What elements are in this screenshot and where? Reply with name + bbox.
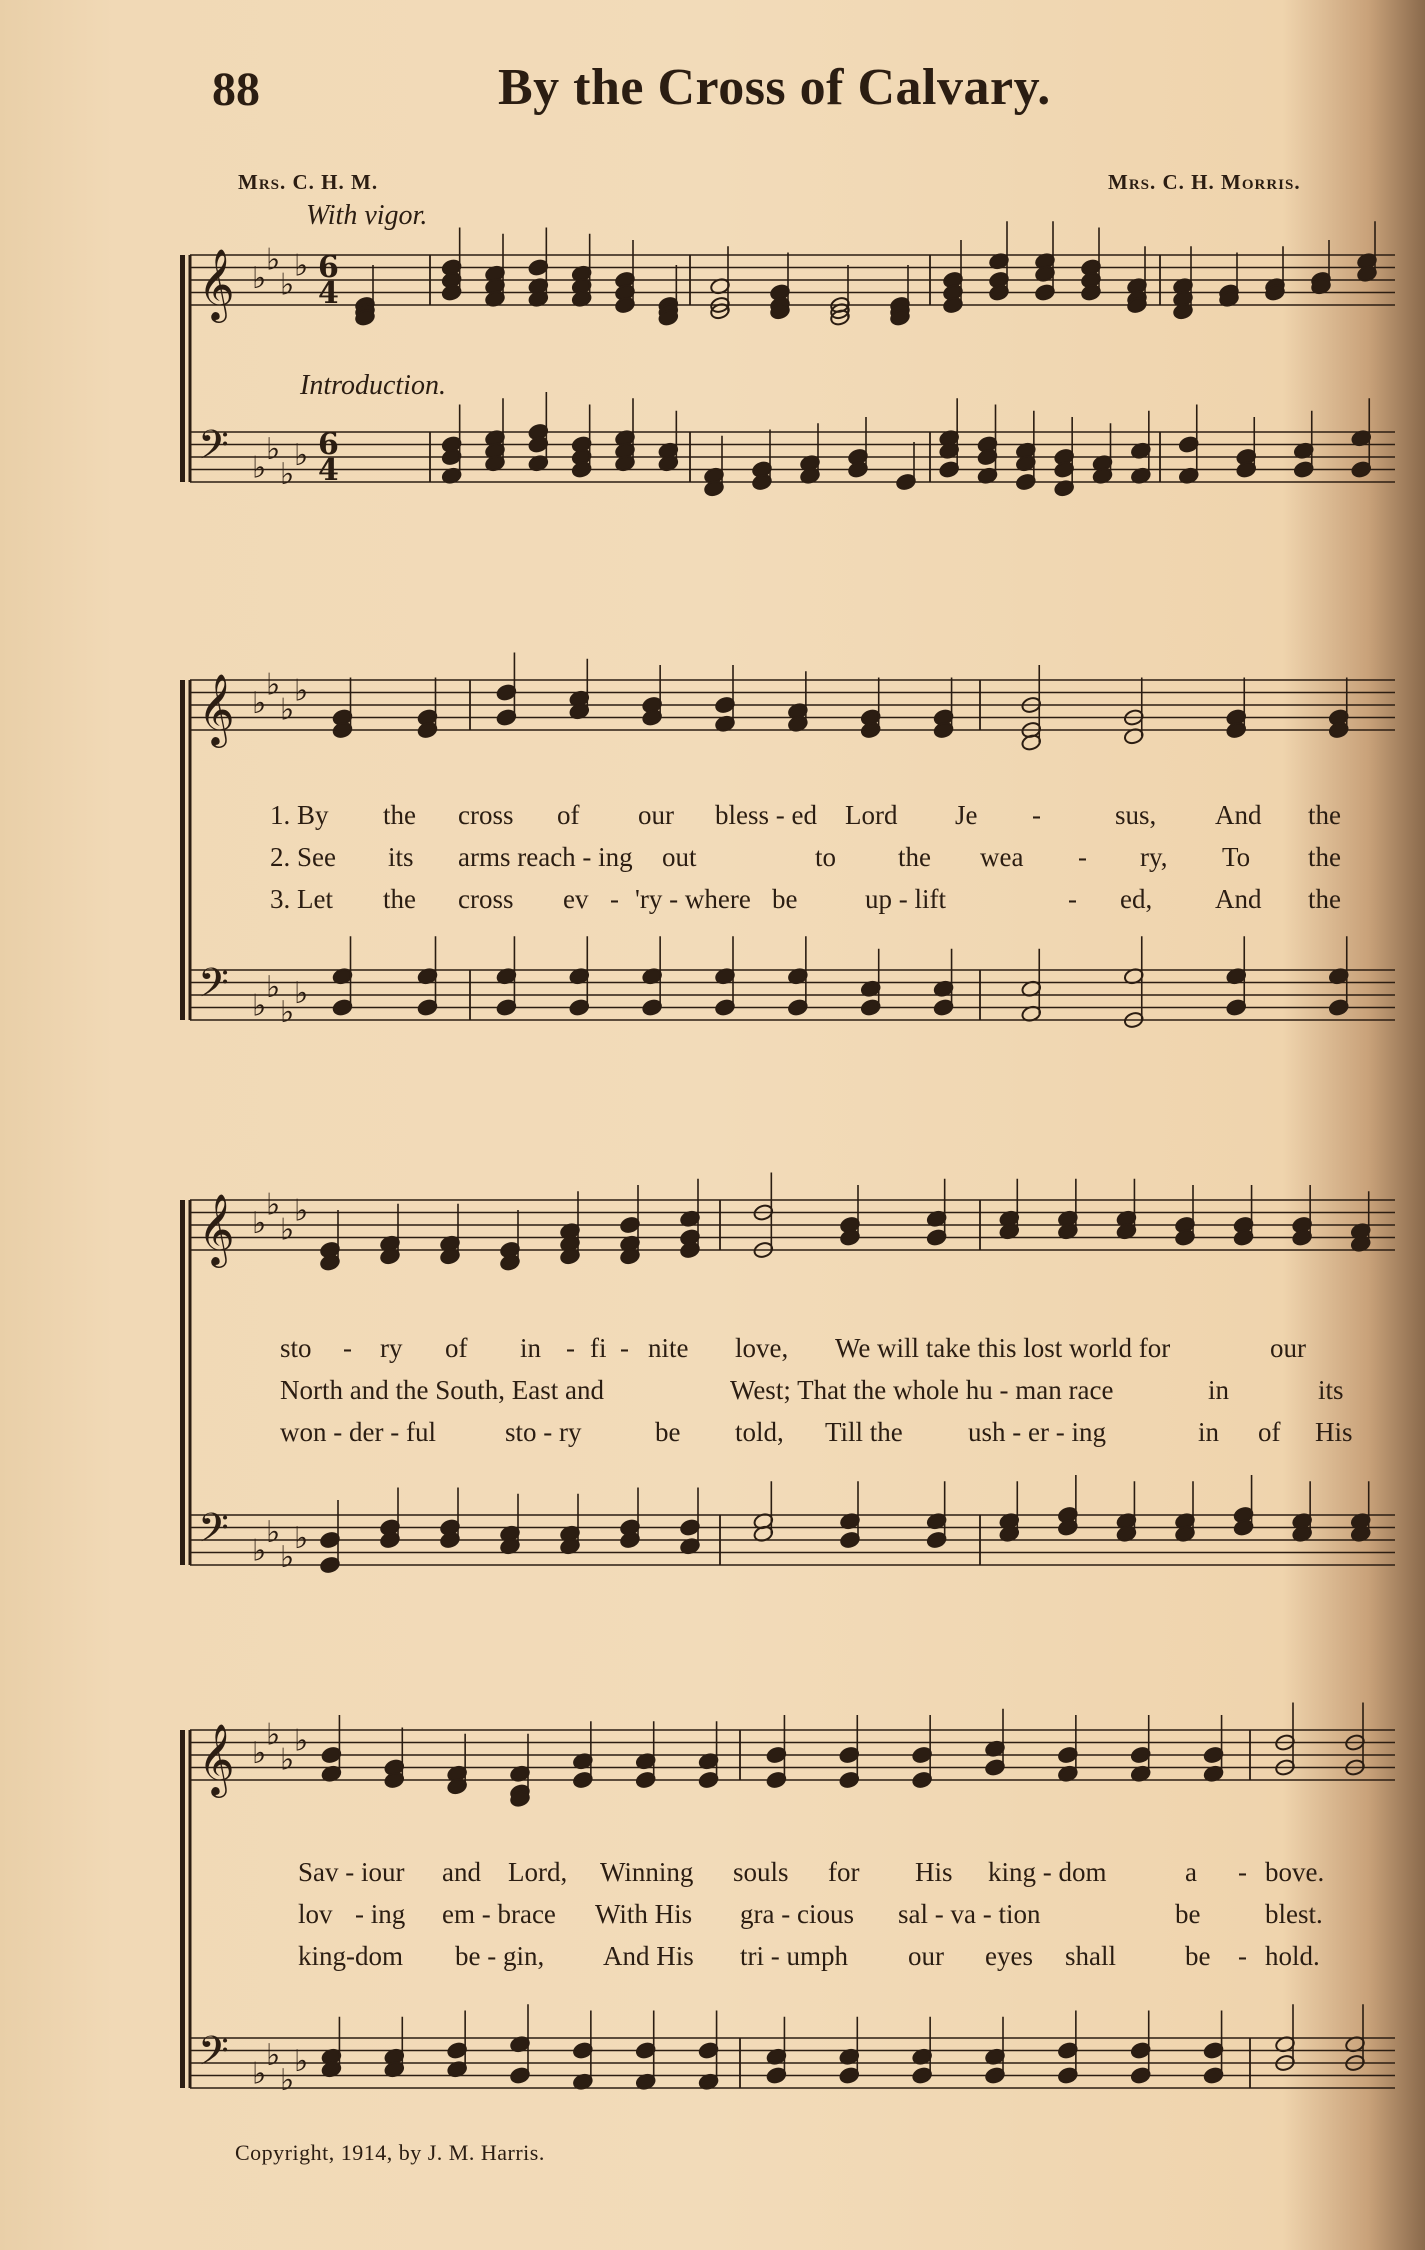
bass-clef-icon: 𝄢	[198, 1505, 229, 1561]
lyric-syllable: wea	[980, 842, 1024, 872]
lyric-syllable: a	[1185, 1857, 1197, 1887]
lyric-syllable: gra - cious	[740, 1899, 854, 1929]
words-credit: Mrs. C. H. M.	[238, 170, 379, 194]
lyric-syllable: cross	[458, 800, 514, 830]
lyric-verse-2	[0, 842, 1425, 876]
lyric-syllable: our	[908, 1941, 944, 1971]
flat-icon: ♭	[294, 1193, 309, 1229]
lyric-syllable: in	[1198, 1417, 1220, 1447]
lyric-syllable: be	[655, 1417, 681, 1447]
lyric-syllable: -	[610, 884, 619, 914]
lyric-syllable: 1. By	[270, 800, 329, 830]
lyric-syllable: ush - er - ing	[968, 1417, 1106, 1447]
lyric-syllable: be - gin,	[455, 1941, 545, 1971]
music-credit: Mrs. C. H. Morris.	[1108, 170, 1301, 194]
lyric-syllable: out	[662, 842, 697, 872]
lyric-syllable: With His	[595, 1899, 693, 1929]
lyric-syllable: our	[638, 800, 674, 830]
lyric-syllable: 'ry - where	[635, 884, 751, 914]
lyric-syllable: Je	[955, 800, 978, 830]
lyric-syllable: sto - ry	[505, 1417, 582, 1447]
lyric-syllable: blest.	[1265, 1899, 1323, 1929]
flat-icon: ♭	[280, 692, 295, 728]
flat-icon: ♭	[266, 667, 281, 703]
lyric-syllable: North and the South, East and	[280, 1375, 604, 1405]
lyric-verse-3	[0, 1417, 1425, 1451]
flat-icon: ♭	[280, 456, 295, 492]
lyric-syllable: 2. See	[270, 842, 336, 872]
flat-icon: ♭	[252, 686, 267, 721]
lyric-syllable: its	[388, 842, 414, 872]
flat-icon: ♭	[294, 438, 309, 473]
lyric-syllable: lov	[298, 1899, 333, 1929]
lyric-syllable: -	[620, 1333, 629, 1363]
lyric-syllable: in	[1208, 1375, 1230, 1405]
lyric-syllable: arms reach - ing	[458, 842, 633, 872]
flat-icon: ♭	[294, 2044, 309, 2079]
lyric-syllable: To	[1222, 842, 1251, 872]
lyric-syllable: ed,	[1120, 884, 1153, 914]
flat-icon: ♭	[294, 1521, 309, 1556]
lyric-syllable: ry,	[1140, 842, 1168, 872]
lyric-verse-1	[0, 1333, 1425, 1367]
treble-clef-icon: 𝄞	[198, 247, 235, 320]
lyric-syllable: the	[383, 800, 416, 830]
flat-icon: ♭	[280, 267, 295, 303]
lyric-syllable: won - der - ful	[280, 1417, 436, 1447]
flat-icon: ♭	[252, 2056, 267, 2092]
lyric-syllable: 3. Let	[270, 884, 333, 914]
lyric-verse-3	[0, 884, 1425, 918]
lyric-syllable: bless - ed	[715, 800, 817, 830]
lyric-syllable: shall	[1065, 1941, 1116, 1971]
time-signature-top: 6	[318, 250, 339, 285]
lyric-syllable: Till the	[825, 1417, 903, 1447]
lyric-syllable: of	[1258, 1417, 1281, 1447]
lyric-syllable: be	[1175, 1899, 1201, 1929]
lyric-verse-2	[0, 1375, 1425, 1409]
lyric-syllable: tri - umph	[740, 1941, 848, 1971]
flat-icon: ♭	[266, 1717, 281, 1753]
lyric-syllable: -	[1032, 800, 1041, 830]
bass-clef-icon: 𝄢	[198, 422, 229, 478]
lyric-syllable: of	[445, 1333, 468, 1363]
lyric-syllable: ev	[563, 884, 589, 914]
system-bracket	[180, 255, 185, 482]
lyric-syllable: And	[1215, 800, 1262, 830]
flat-icon: ♭	[280, 1742, 295, 1778]
flat-icon: ♭	[252, 988, 267, 1024]
flat-icon: ♭	[294, 248, 309, 284]
lyric-syllable: fi	[590, 1333, 607, 1363]
copyright-notice: Copyright, 1914, by J. M. Harris.	[235, 2140, 545, 2165]
lyric-syllable: His	[1315, 1417, 1353, 1447]
lyric-syllable: sto	[280, 1333, 312, 1363]
lyric-syllable: up - lift	[865, 884, 946, 914]
flat-icon: ♭	[280, 1539, 295, 1575]
lyric-syllable: eyes	[985, 1941, 1033, 1971]
lyric-syllable: - ing	[355, 1899, 406, 1929]
tempo-marking: With vigor.	[306, 200, 428, 231]
flat-icon: ♭	[252, 450, 267, 486]
lyric-syllable: be	[772, 884, 798, 914]
lyric-syllable: -	[1068, 884, 1077, 914]
lyric-syllable: sal - va - tion	[898, 1899, 1041, 1929]
lyric-syllable: the	[1308, 800, 1341, 830]
time-signature-bottom: 4	[318, 276, 339, 311]
lyric-syllable: -	[1238, 1941, 1247, 1971]
flat-icon: ♭	[266, 431, 281, 467]
treble-clef-icon: 𝄞	[198, 1192, 235, 1265]
lyric-syllable: the	[898, 842, 931, 872]
lyric-syllable: Lord	[845, 800, 898, 830]
bass-clef-icon: 𝄢	[198, 960, 229, 1016]
lyric-syllable: and	[442, 1857, 481, 1887]
lyric-syllable: its	[1318, 1375, 1344, 1405]
lyric-syllable: told,	[735, 1417, 784, 1447]
lyric-syllable: souls	[733, 1857, 789, 1887]
lyric-syllable: His	[915, 1857, 953, 1887]
lyric-syllable: -	[343, 1333, 352, 1363]
lyric-syllable: king - dom	[988, 1857, 1107, 1887]
flat-icon: ♭	[252, 1206, 267, 1241]
lyric-syllable: Sav - iour	[298, 1857, 405, 1887]
bass-clef-icon: 𝄢	[198, 2028, 229, 2084]
flat-icon: ♭	[266, 242, 281, 278]
flat-icon: ♭	[280, 2062, 295, 2098]
flat-icon: ♭	[252, 1736, 267, 1771]
treble-clef-icon: 𝄞	[198, 672, 235, 745]
lyric-syllable: hold.	[1265, 1941, 1320, 1971]
lyric-syllable: the	[383, 884, 416, 914]
lyric-syllable: Lord,	[508, 1857, 568, 1887]
lyric-syllable: our	[1270, 1333, 1306, 1363]
lyric-syllable: -	[1238, 1857, 1247, 1887]
lyric-syllable: sus,	[1115, 800, 1157, 830]
flat-icon: ♭	[266, 2037, 281, 2073]
flat-icon: ♭	[266, 969, 281, 1005]
lyric-verse-3	[0, 1941, 1425, 1975]
time-signature-bottom: 4	[318, 453, 339, 488]
lyric-syllable: for	[828, 1857, 860, 1887]
lyric-syllable: to	[815, 842, 837, 872]
lyric-syllable: the	[1308, 842, 1341, 872]
lyric-syllable: nite	[648, 1333, 689, 1363]
flat-icon: ♭	[280, 1212, 295, 1248]
lyric-syllable: be	[1185, 1941, 1211, 1971]
page-number: 88	[212, 63, 260, 116]
flat-icon: ♭	[252, 1533, 267, 1569]
lyric-verse-1	[0, 1857, 1425, 1891]
lyric-syllable: And	[1215, 884, 1262, 914]
flat-icon: ♭	[294, 976, 309, 1011]
lyric-verse-1	[0, 800, 1425, 834]
treble-clef-icon: 𝄞	[198, 1722, 235, 1795]
flat-icon: ♭	[280, 994, 295, 1030]
lyric-syllable: in	[520, 1333, 542, 1363]
flat-icon: ♭	[252, 261, 267, 296]
lyric-syllable: And His	[603, 1941, 694, 1971]
lyric-syllable: bove.	[1265, 1857, 1325, 1887]
lyric-syllable: ry	[380, 1333, 403, 1363]
hymn-title: By the Cross of Calvary.	[498, 59, 1051, 116]
flat-icon: ♭	[294, 1723, 309, 1759]
lyric-syllable: cross	[458, 884, 514, 914]
lyric-syllable: king-dom	[298, 1941, 403, 1971]
lyric-syllable: West; That the whole hu - man race	[730, 1375, 1114, 1405]
flat-icon: ♭	[266, 1187, 281, 1223]
lyric-syllable: Winning	[600, 1857, 694, 1887]
lyric-syllable: -	[566, 1333, 575, 1363]
lyric-syllable: We will take this lost world for	[835, 1333, 1171, 1363]
flat-icon: ♭	[266, 1514, 281, 1550]
flat-icon: ♭	[294, 673, 309, 709]
lyric-syllable: the	[1308, 884, 1341, 914]
lyric-verse-2	[0, 1899, 1425, 1933]
lyric-syllable: em - brace	[442, 1899, 556, 1929]
lyric-syllable: love,	[735, 1333, 789, 1363]
lyric-syllable: of	[557, 800, 580, 830]
time-signature-top: 6	[318, 427, 339, 462]
lyric-syllable: -	[1078, 842, 1087, 872]
introduction-label: Introduction.	[300, 370, 446, 401]
